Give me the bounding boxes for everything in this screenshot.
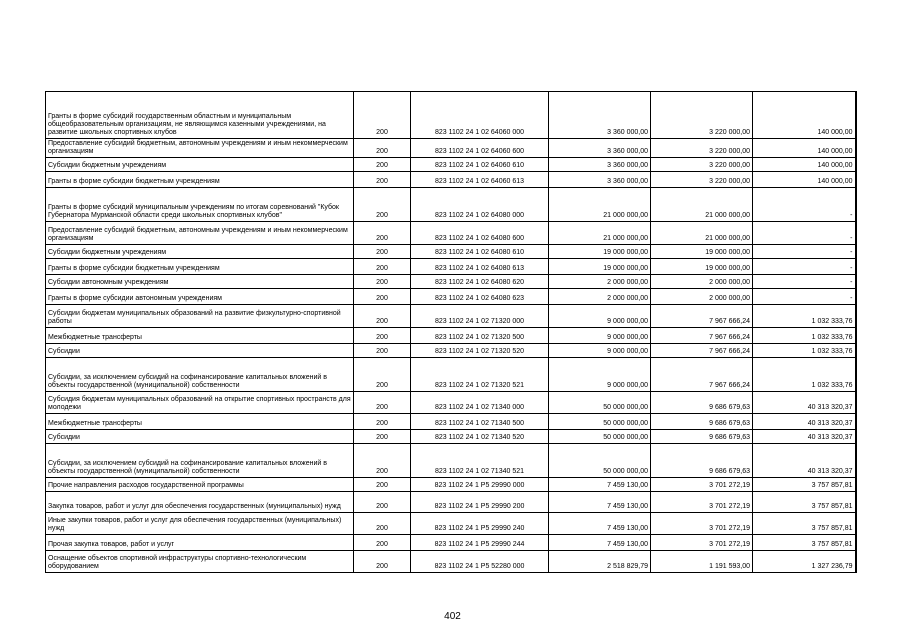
row-approved: 9 000 000,00 bbox=[549, 358, 651, 392]
table-row bbox=[46, 328, 856, 344]
table-row bbox=[46, 344, 856, 358]
row-unexecuted: - bbox=[753, 188, 856, 222]
row-code: 200 bbox=[354, 305, 411, 328]
row-unexecuted: 1 032 333,76 bbox=[753, 358, 856, 392]
row-code: 200 bbox=[354, 139, 411, 158]
row-unexecuted: 40 313 320,37 bbox=[753, 430, 856, 444]
row-approved: 9 000 000,00 bbox=[549, 328, 651, 344]
row-executed: 7 967 666,24 bbox=[651, 344, 753, 358]
table-row bbox=[46, 245, 856, 259]
row-code: 200 bbox=[354, 430, 411, 444]
row-unexecuted: 40 313 320,37 bbox=[753, 392, 856, 414]
row-approved: 3 360 000,00 bbox=[549, 92, 651, 139]
row-executed: 3 701 272,19 bbox=[651, 535, 753, 551]
row-unexecuted: 140 000,00 bbox=[753, 172, 856, 188]
row-kbk: 823 1102 24 1 02 64060 000 bbox=[411, 92, 549, 139]
row-unexecuted: 3 757 857,81 bbox=[753, 492, 856, 513]
row-unexecuted: 140 000,00 bbox=[753, 92, 856, 139]
row-name: Субсидия бюджетам муниципальных образований на открытие спортивных пространств для молодежи bbox=[46, 392, 354, 414]
row-code: 200 bbox=[354, 245, 411, 259]
table-row bbox=[46, 188, 856, 222]
row-name: Иные закупки товаров, работ и услуг для обеспечения государственных (муниципальных) нужд bbox=[46, 513, 354, 535]
row-name: Гранты в форме субсидии бюджетным учреждениям bbox=[46, 172, 354, 188]
row-kbk: 823 1102 24 1 02 64060 613 bbox=[411, 172, 549, 188]
row-name: Субсидии bbox=[46, 430, 354, 444]
row-approved: 3 360 000,00 bbox=[549, 139, 651, 158]
row-approved: 19 000 000,00 bbox=[549, 245, 651, 259]
row-executed: 9 686 679,63 bbox=[651, 414, 753, 430]
row-executed: 3 220 000,00 bbox=[651, 92, 753, 139]
row-approved: 2 000 000,00 bbox=[549, 275, 651, 289]
row-kbk: 823 1102 24 1 02 64080 000 bbox=[411, 188, 549, 222]
row-code: 200 bbox=[354, 344, 411, 358]
row-kbk: 823 1102 24 1 P5 29990 240 bbox=[411, 513, 549, 535]
row-unexecuted: 40 313 320,37 bbox=[753, 414, 856, 430]
row-name: Субсидии бюджетным учреждениям bbox=[46, 158, 354, 172]
row-approved: 3 360 000,00 bbox=[549, 158, 651, 172]
row-name: Гранты в форме субсидии автономным учреждениям bbox=[46, 289, 354, 305]
row-name: Прочая закупка товаров, работ и услуг bbox=[46, 535, 354, 551]
row-unexecuted: 40 313 320,37 bbox=[753, 444, 856, 478]
row-executed: 3 701 272,19 bbox=[651, 492, 753, 513]
table-row bbox=[46, 139, 856, 158]
row-executed: 1 191 593,00 bbox=[651, 551, 753, 573]
row-name: Предоставление субсидий бюджетным, автономным учреждениям и иным некоммерческим организациям bbox=[46, 222, 354, 245]
budget-table-container bbox=[45, 91, 855, 573]
row-approved: 2 518 829,79 bbox=[549, 551, 651, 573]
row-approved: 3 360 000,00 bbox=[549, 172, 651, 188]
row-executed: 19 000 000,00 bbox=[651, 259, 753, 275]
row-name: Субсидии, за исключением субсидий на софинансирование капитальных вложений в объекты государственной (муниципальной) собственности bbox=[46, 358, 354, 392]
row-kbk: 823 1102 24 1 02 64080 613 bbox=[411, 259, 549, 275]
row-kbk: 823 1102 24 1 02 64080 623 bbox=[411, 289, 549, 305]
row-approved: 9 000 000,00 bbox=[549, 305, 651, 328]
table-row bbox=[46, 492, 856, 513]
row-unexecuted: - bbox=[753, 289, 856, 305]
row-code: 200 bbox=[354, 492, 411, 513]
row-approved: 50 000 000,00 bbox=[549, 444, 651, 478]
budget-table-body bbox=[46, 92, 856, 573]
row-kbk: 823 1102 24 1 02 71340 000 bbox=[411, 392, 549, 414]
row-kbk: 823 1102 24 1 02 71320 521 bbox=[411, 358, 549, 392]
row-name: Субсидии bbox=[46, 344, 354, 358]
row-executed: 3 701 272,19 bbox=[651, 478, 753, 492]
row-executed: 3 220 000,00 bbox=[651, 172, 753, 188]
row-name: Оснащение объектов спортивной инфраструктуры спортивно-технологическим оборудованием bbox=[46, 551, 354, 573]
row-executed: 3 220 000,00 bbox=[651, 139, 753, 158]
row-name: Межбюджетные трансферты bbox=[46, 414, 354, 430]
row-unexecuted: 3 757 857,81 bbox=[753, 513, 856, 535]
row-executed: 21 000 000,00 bbox=[651, 188, 753, 222]
table-row bbox=[46, 535, 856, 551]
row-name: Закупка товаров, работ и услуг для обеспечения государственных (муниципальных) нужд bbox=[46, 492, 354, 513]
row-name: Субсидии, за исключением субсидий на софинансирование капитальных вложений в объекты государственной (муниципальной) собственности bbox=[46, 444, 354, 478]
row-name: Прочие направления расходов государственной программы bbox=[46, 478, 354, 492]
row-unexecuted: 1 032 333,76 bbox=[753, 344, 856, 358]
row-approved: 7 459 130,00 bbox=[549, 513, 651, 535]
row-unexecuted: 1 327 236,79 bbox=[753, 551, 856, 573]
row-kbk: 823 1102 24 1 02 71340 500 bbox=[411, 414, 549, 430]
row-kbk: 823 1102 24 1 02 71340 520 bbox=[411, 430, 549, 444]
row-approved: 19 000 000,00 bbox=[549, 259, 651, 275]
row-code: 200 bbox=[354, 513, 411, 535]
row-kbk: 823 1102 24 1 02 64080 600 bbox=[411, 222, 549, 245]
row-code: 200 bbox=[354, 358, 411, 392]
row-approved: 2 000 000,00 bbox=[549, 289, 651, 305]
table-row bbox=[46, 259, 856, 275]
table-row bbox=[46, 92, 856, 139]
row-kbk: 823 1102 24 1 02 71340 521 bbox=[411, 444, 549, 478]
row-executed: 2 000 000,00 bbox=[651, 289, 753, 305]
row-code: 200 bbox=[354, 158, 411, 172]
row-code: 200 bbox=[354, 392, 411, 414]
row-code: 200 bbox=[354, 259, 411, 275]
row-unexecuted: 140 000,00 bbox=[753, 158, 856, 172]
row-kbk: 823 1102 24 1 02 71320 000 bbox=[411, 305, 549, 328]
row-executed: 3 220 000,00 bbox=[651, 158, 753, 172]
row-code: 200 bbox=[354, 328, 411, 344]
row-approved: 9 000 000,00 bbox=[549, 344, 651, 358]
row-unexecuted: 1 032 333,76 bbox=[753, 305, 856, 328]
row-kbk: 823 1102 24 1 02 64060 610 bbox=[411, 158, 549, 172]
row-approved: 21 000 000,00 bbox=[549, 188, 651, 222]
table-row bbox=[46, 172, 856, 188]
budget-table bbox=[45, 91, 857, 573]
row-code: 200 bbox=[354, 275, 411, 289]
row-executed: 9 686 679,63 bbox=[651, 444, 753, 478]
row-kbk: 823 1102 24 1 P5 29990 000 bbox=[411, 478, 549, 492]
row-code: 200 bbox=[354, 414, 411, 430]
row-name: Гранты в форме субсидии бюджетным учреждениям bbox=[46, 259, 354, 275]
row-code: 200 bbox=[354, 551, 411, 573]
table-row bbox=[46, 430, 856, 444]
row-name: Субсидии автономным учреждениям bbox=[46, 275, 354, 289]
row-code: 200 bbox=[354, 222, 411, 245]
row-unexecuted: 1 032 333,76 bbox=[753, 328, 856, 344]
table-row bbox=[46, 222, 856, 245]
row-approved: 7 459 130,00 bbox=[549, 478, 651, 492]
row-code: 200 bbox=[354, 444, 411, 478]
table-row bbox=[46, 305, 856, 328]
row-name: Предоставление субсидий бюджетным, автономным учреждениям и иным некоммерческим организациям bbox=[46, 139, 354, 158]
row-kbk: 823 1102 24 1 02 71320 520 bbox=[411, 344, 549, 358]
row-approved: 50 000 000,00 bbox=[549, 414, 651, 430]
row-executed: 9 686 679,63 bbox=[651, 430, 753, 444]
row-kbk: 823 1102 24 1 P5 52280 000 bbox=[411, 551, 549, 573]
page-number: 402 bbox=[444, 611, 461, 622]
table-row bbox=[46, 414, 856, 430]
row-name: Межбюджетные трансферты bbox=[46, 328, 354, 344]
table-row bbox=[46, 275, 856, 289]
row-code: 200 bbox=[354, 478, 411, 492]
row-approved: 50 000 000,00 bbox=[549, 430, 651, 444]
row-approved: 21 000 000,00 bbox=[549, 222, 651, 245]
row-kbk: 823 1102 24 1 P5 29990 200 bbox=[411, 492, 549, 513]
row-code: 200 bbox=[354, 92, 411, 139]
row-executed: 7 967 666,24 bbox=[651, 305, 753, 328]
table-row bbox=[46, 358, 856, 392]
table-row bbox=[46, 444, 856, 478]
row-unexecuted: - bbox=[753, 275, 856, 289]
row-executed: 21 000 000,00 bbox=[651, 222, 753, 245]
row-kbk: 823 1102 24 1 02 64060 600 bbox=[411, 139, 549, 158]
row-executed: 7 967 666,24 bbox=[651, 358, 753, 392]
row-kbk: 823 1102 24 1 02 71320 500 bbox=[411, 328, 549, 344]
row-name: Субсидии бюджетным учреждениям bbox=[46, 245, 354, 259]
row-unexecuted: 140 000,00 bbox=[753, 139, 856, 158]
row-kbk: 823 1102 24 1 02 64080 610 bbox=[411, 245, 549, 259]
row-name: Гранты в форме субсидий государственным областным и муниципальным общеобразовательным организациям, не являющимся казенными учреждениями, на развитие школьных спортивных клубов bbox=[46, 92, 354, 139]
table-row bbox=[46, 392, 856, 414]
row-executed: 19 000 000,00 bbox=[651, 245, 753, 259]
row-code: 200 bbox=[354, 188, 411, 222]
table-row bbox=[46, 551, 856, 573]
row-executed: 7 967 666,24 bbox=[651, 328, 753, 344]
table-row bbox=[46, 478, 856, 492]
table-row bbox=[46, 289, 856, 305]
row-approved: 7 459 130,00 bbox=[549, 535, 651, 551]
row-code: 200 bbox=[354, 172, 411, 188]
row-unexecuted: - bbox=[753, 245, 856, 259]
row-unexecuted: 3 757 857,81 bbox=[753, 478, 856, 492]
row-executed: 2 000 000,00 bbox=[651, 275, 753, 289]
row-approved: 7 459 130,00 bbox=[549, 492, 651, 513]
row-approved: 50 000 000,00 bbox=[549, 392, 651, 414]
row-name: Гранты в форме субсидий муниципальным учреждениям по итогам соревнований "Кубок Губернатора Мурманской области среди школьных спортивных клубов" bbox=[46, 188, 354, 222]
row-code: 200 bbox=[354, 289, 411, 305]
row-executed: 3 701 272,19 bbox=[651, 513, 753, 535]
row-unexecuted: - bbox=[753, 222, 856, 245]
row-executed: 9 686 679,63 bbox=[651, 392, 753, 414]
row-code: 200 bbox=[354, 535, 411, 551]
table-row bbox=[46, 158, 856, 172]
row-kbk: 823 1102 24 1 02 64080 620 bbox=[411, 275, 549, 289]
row-name: Субсидии бюджетам муниципальных образований на развитие физкультурно-спортивной работы bbox=[46, 305, 354, 328]
row-unexecuted: 3 757 857,81 bbox=[753, 535, 856, 551]
table-row bbox=[46, 513, 856, 535]
row-kbk: 823 1102 24 1 P5 29990 244 bbox=[411, 535, 549, 551]
row-unexecuted: - bbox=[753, 259, 856, 275]
